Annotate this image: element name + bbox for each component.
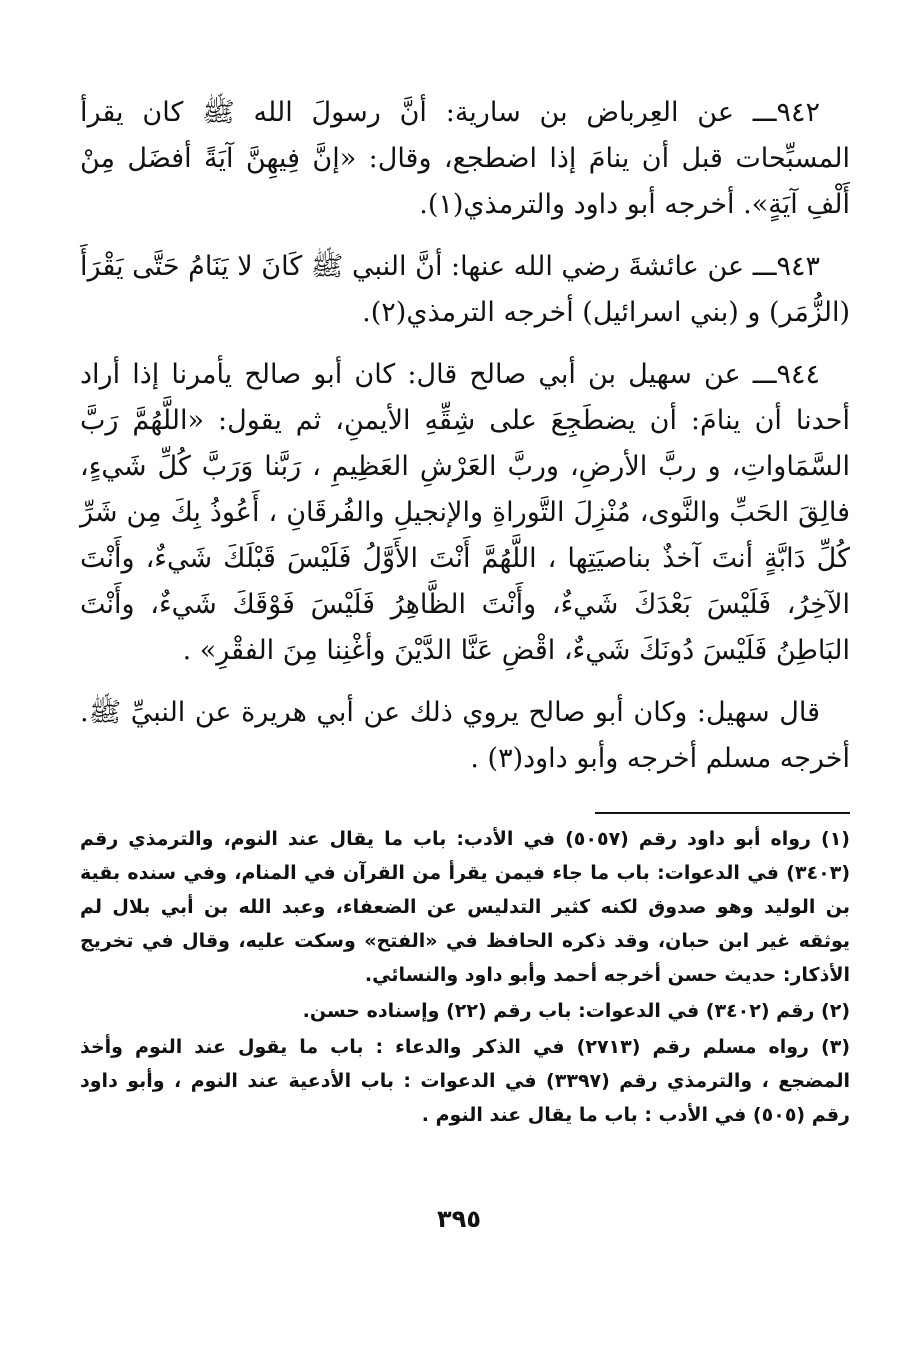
hadith-944-note: قال سهيل: وكان أبو صالح يروي ذلك عن أبي هريرة عن النبيِّ ﷺ. أخرجه مسلم أخرجه وأبو داود(٣) . <box>80 697 850 774</box>
hadith-944: ٩٤٤ـــ عن سهيل بن أبي صالح قال: كان أبو صالح يأمرنا إذا أراد أحدنا أن ينامَ: أن يضطَجِعَ على شِقِّهِ الأيمنِ، ثم يقول: «اللَّهُمَّ رَبَّ السَّمَاواتِ، و ربَّ الأرضِ، وربَّ العَرْشِ العَظِيمِ ، رَبَّنا وَرَبَّ كُلِّ شَيءٍ، فالِقَ الحَبِّ والنَّوى، مُنْزِلَ التَّوراةِ والإنجيلِ والفُرقَانِ ، أَعُوذُ بِكَ مِن شَرِّ كُلِّ دَابَّةٍ أنتَ آخذٌ بناصيَتِها ، اللَّهُمَّ أَنْتَ الأَوَّلُ فَلَيْسَ قَبْلَكَ شَيءٌ، وأَنْتَ الآخِرُ، فَلَيْسَ بَعْدَكَ شَيءٌ، وأَنْتَ الظَّاهِرُ فَلَيْسَ فَوْقَكَ شَيءٌ، وأَنْتَ البَاطِنُ فَلَيْسَ دُونَكَ شَيءٌ، اقْضِ عَنَّا الدَّيْنَ وأغْنِنا مِنَ الفقْرِ» . <box>80 359 850 666</box>
footnote-3: (٣) رواه مسلم رقم (٢٧١٣) في الذكر والدعاء : باب ما يقول عند النوم وأخذ المضجع ، والترمذي رقم (٣٣٩٧) في الدعوات : باب الأدعية عند النوم ، وأبو داود رقم (٥٠٥) في الأدب : باب ما يقال عند النوم . <box>80 1036 850 1126</box>
hadith-942: ٩٤٢ـــ عن العِرباض بن سارية: أنَّ رسولَ الله ﷺ كان يقرأ المسبِّحات قبل أن ينامَ إذا اضطجع، وقال: «إنَّ فِيهِنَّ آيَةً أفضَل مِنْ أَلْفِ آيَةٍ». أخرجه أبو داود والترمذي(١). <box>80 97 850 220</box>
page-body <box>80 90 850 1134</box>
footnote-1: (١) رواه أبو داود رقم (٥٠٥٧) في الأدب: باب ما يقال عند النوم، والترمذي رقم (٣٤٠٣) في الدعوات: باب ما جاء فيمن يقرأ من القرآن في المنام، وفي سنده بقية بن الوليد وهو صدوق لكنه كثير التدليس عن الضعفاء، وعبد الله بن أبي بلال لم يوثقه غير ابن حبان، وقد ذكره الحافظ في «الفتح» وسكت عليه، وقال في تخريج الأذكار: حديث حسن أخرجه أحمد وأبو داود والنسائي. <box>80 828 850 986</box>
page-number: ٣٩٥ <box>437 1205 481 1233</box>
footnote-2: (٢) رقم (٣٤٠٢) في الدعوات: باب رقم (٢٢) وإسناده حسن. <box>302 1000 850 1022</box>
footnote-separator <box>595 812 850 814</box>
hadith-943: ٩٤٣ـــ عن عائشةَ رضي الله عنها: أنَّ النبي ﷺ كَانَ لا يَنَامُ حَتَّى يَقْرَأَ (الزُّمَر) و (بني اسرائيل) أخرجه الترمذي(٢). <box>80 251 850 328</box>
footnotes <box>80 822 850 1132</box>
